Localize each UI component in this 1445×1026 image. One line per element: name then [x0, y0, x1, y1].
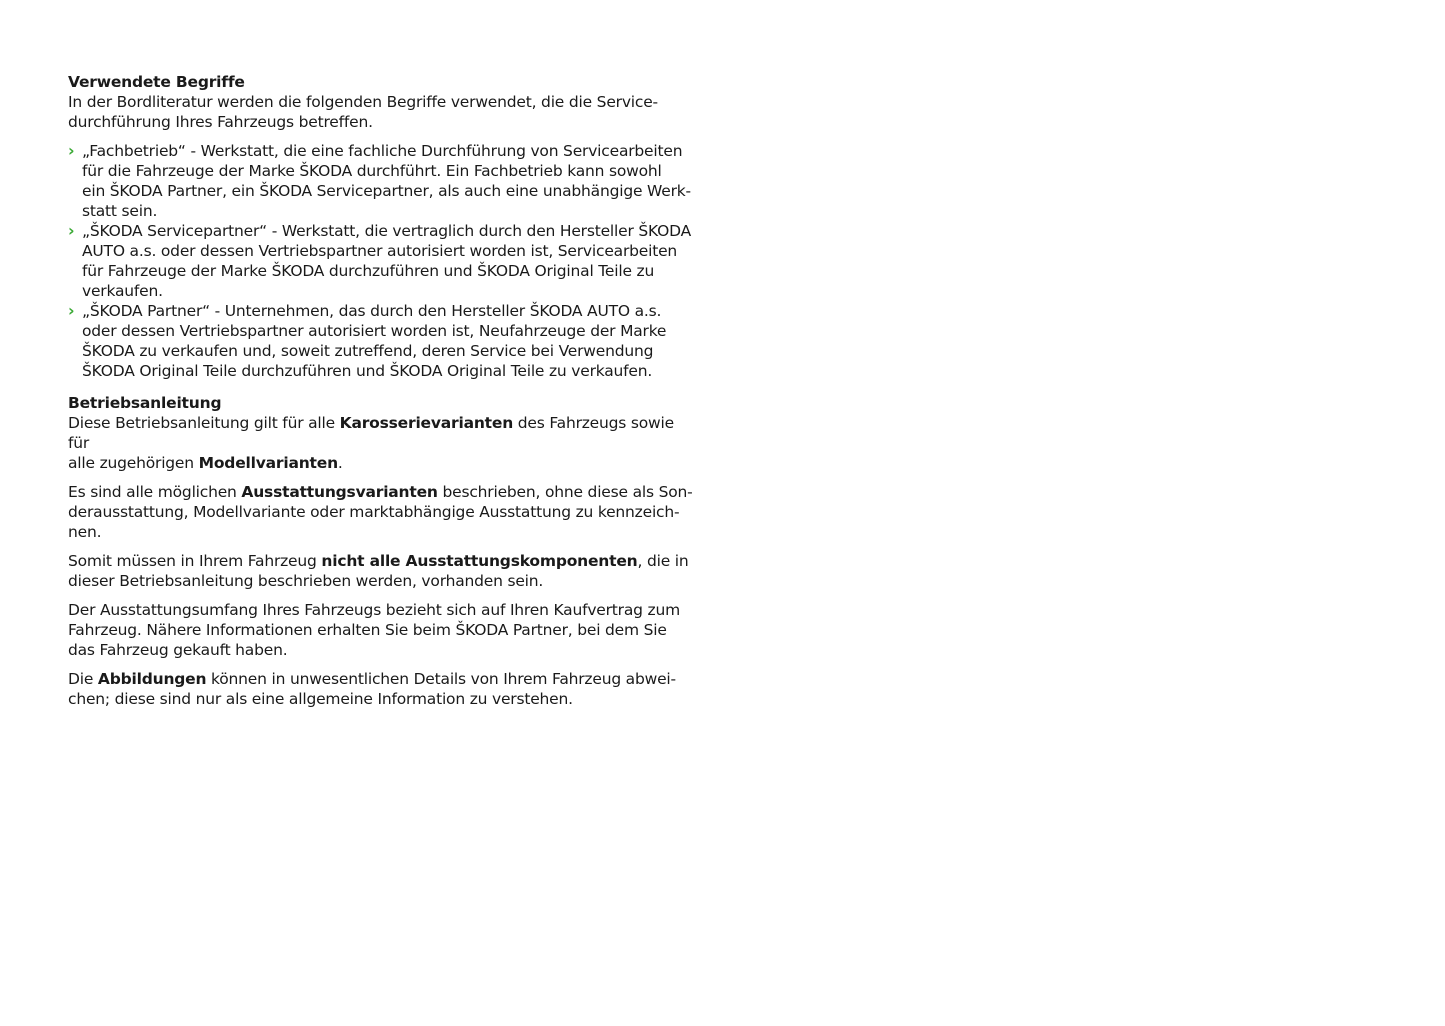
document-page	[68, 72, 698, 709]
text-line: verkaufen.	[82, 282, 163, 300]
list-item-servicepartner	[68, 221, 698, 301]
text-line: derausstattung, Modellvariante oder marktabhängige Ausstattung zu kennzeich-	[68, 503, 680, 521]
text-line: „ŠKODA Partner“ - Unternehmen, das durch den Hersteller ŠKODA AUTO a.s.	[82, 302, 662, 320]
text-line: Die Abbildungen können in unwesentlichen Details von Ihrem Fahrzeug abwei-	[68, 670, 676, 688]
section-verwendete-begriffe	[68, 72, 698, 381]
chevron-right-icon: ›	[68, 221, 75, 240]
emphasis: Karosserievarianten	[339, 414, 514, 432]
text-line: für die Fahrzeuge der Marke ŠKODA durchführt. Ein Fachbetrieb kann sowohl	[82, 162, 662, 180]
emphasis: Abbildungen	[97, 670, 207, 688]
text-line: alle zugehörigen Modellvarianten.	[68, 454, 343, 472]
text-line: Der Ausstattungsumfang Ihres Fahrzeugs bezieht sich auf Ihren Kaufvertrag zum	[68, 601, 680, 619]
text-line: ŠKODA Original Teile durchzuführen und ŠKODA Original Teile zu verkaufen.	[82, 362, 653, 380]
paragraph-ausstattungsumfang	[68, 600, 698, 660]
section-heading: Verwendete Begriffe	[68, 73, 245, 91]
text-line: statt sein.	[82, 202, 158, 220]
text-line: Diese Betriebsanleitung gilt für alle Karosserievarianten des Fahrzeugs sowie für	[68, 414, 674, 452]
section-betriebsanleitung	[68, 393, 698, 709]
list-item-partner	[68, 301, 698, 381]
section-heading: Betriebsanleitung	[68, 394, 222, 412]
text-line: In der Bordliteratur werden die folgenden Begriffe verwendet, die die Service-	[68, 93, 658, 111]
text-line: Somit müssen in Ihrem Fahrzeug nicht alle Ausstattungskomponenten, die in	[68, 552, 689, 570]
emphasis: Ausstattungsvarianten	[241, 483, 438, 501]
text-line: nen.	[68, 523, 102, 541]
text-line: oder dessen Vertriebspartner autorisiert worden ist, Neufahrzeuge der Marke	[82, 322, 667, 340]
paragraph-abbildungen	[68, 669, 698, 709]
terms-list	[68, 141, 698, 381]
list-item-fachbetrieb	[68, 141, 698, 221]
text-line: „Fachbetrieb“ - Werkstatt, die eine fachliche Durchführung von Servicearbeiten	[82, 142, 683, 160]
text-line: Fahrzeug. Nähere Informationen erhalten Sie beim ŠKODA Partner, bei dem Sie	[68, 621, 667, 639]
paragraph-ausstattungsvarianten	[68, 482, 698, 542]
text-line: das Fahrzeug gekauft haben.	[68, 641, 288, 659]
text-line: „ŠKODA Servicepartner“ - Werkstatt, die vertraglich durch den Hersteller ŠKODA	[82, 222, 692, 240]
intro-paragraph	[68, 92, 698, 132]
text-line: dieser Betriebsanleitung beschrieben werden, vorhanden sein.	[68, 572, 544, 590]
text-line: chen; diese sind nur als eine allgemeine Information zu verstehen.	[68, 690, 573, 708]
chevron-right-icon: ›	[68, 141, 75, 160]
text-line: AUTO a.s. oder dessen Vertriebspartner autorisiert worden ist, Servicearbeiten	[82, 242, 678, 260]
emphasis: Modellvarianten	[198, 454, 338, 472]
emphasis: nicht alle Ausstattungskomponenten	[321, 552, 638, 570]
chevron-right-icon: ›	[68, 301, 75, 320]
paragraph-ausstattungskomponenten	[68, 551, 698, 591]
text-line: ein ŠKODA Partner, ein ŠKODA Servicepartner, als auch eine unabhängige Werk-	[82, 182, 691, 200]
text-line: durchführung Ihres Fahrzeugs betreffen.	[68, 113, 373, 131]
text-line: für Fahrzeuge der Marke ŠKODA durchzuführen und ŠKODA Original Teile zu	[82, 262, 655, 280]
text-line: ŠKODA zu verkaufen und, soweit zutreffend, deren Service bei Verwendung	[82, 342, 654, 360]
paragraph-karosserievarianten	[68, 413, 698, 473]
text-line: Es sind alle möglichen Ausstattungsvarianten beschrieben, ohne diese als Son-	[68, 483, 693, 501]
